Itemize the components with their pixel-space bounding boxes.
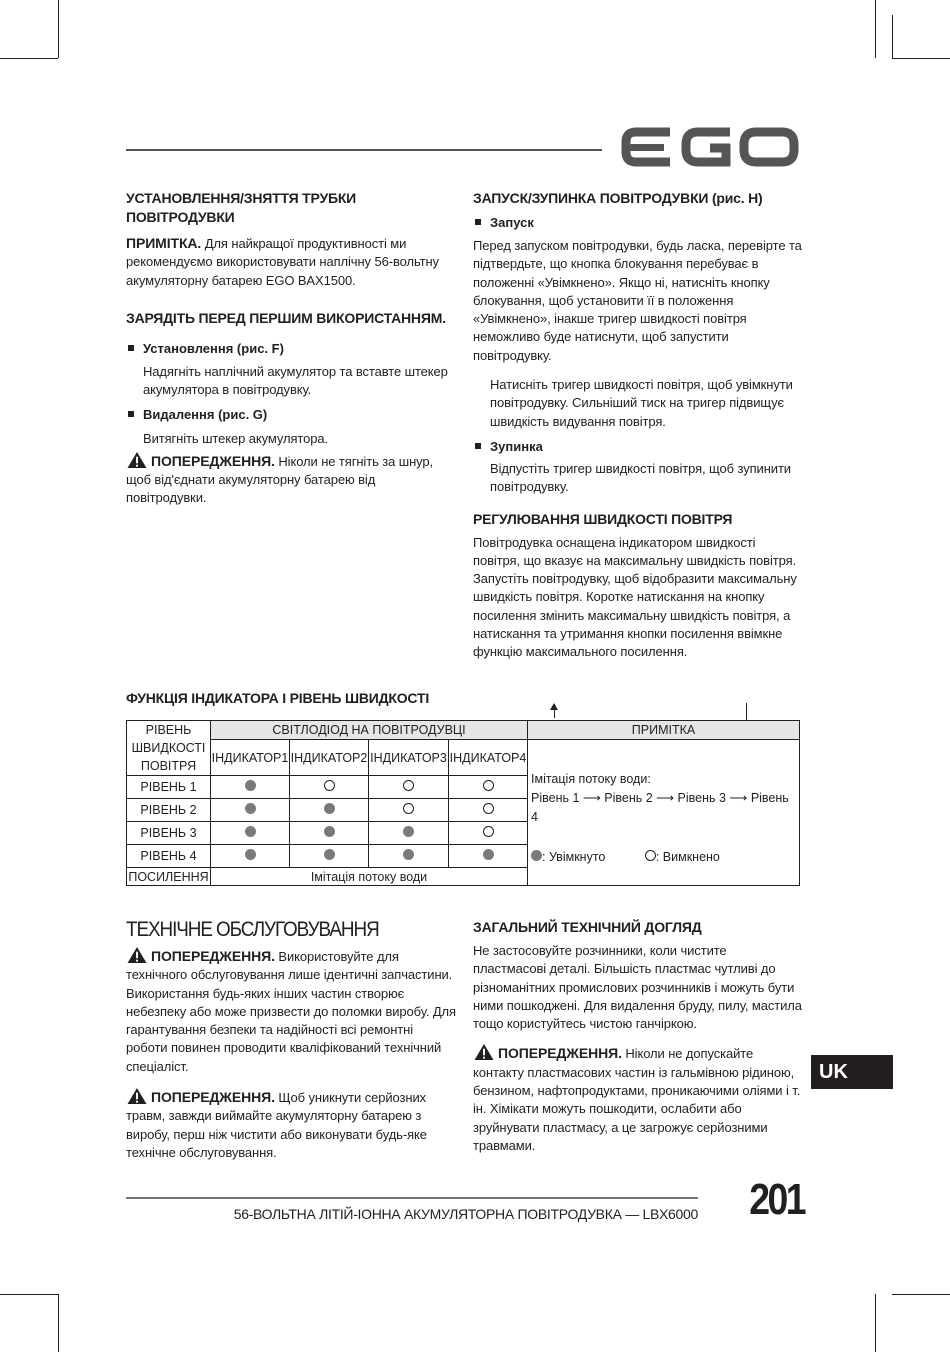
warning-text: Використовуйте для технічного обслуговування лише ідентичні запчастини. Використання будь-яких інших частин створює небезпеку або може призвести до поломки виробу. Для гарантування безпеки та надійності всі ремонтні роботи повинен проводити кваліфікований технічний спеціаліст. xyxy=(126,949,456,1074)
led-off-icon xyxy=(324,780,335,791)
warning-icon xyxy=(126,1087,148,1105)
note-cell xyxy=(528,740,800,886)
section-title: ЗАРЯДІТЬ ПЕРЕД ПЕРШИМ ВИКОРИСТАННЯМ. xyxy=(126,309,446,326)
header-rule xyxy=(126,149,602,151)
legend-on: : Увімкнуто xyxy=(542,850,606,864)
section-title: РЕГУЛЮВАННЯ ШВИДКОСТІ ПОВІТРЯ xyxy=(473,510,733,527)
warning-text: Щоб уникнути серйозних травм, завжди виймайте акумуляторну батарею з виробу, перш ніж чистити або виконувати будь-яке технічне обслуговування. xyxy=(126,1090,427,1160)
led-on-icon xyxy=(403,849,414,860)
warning-label: ПОПЕРЕДЖЕННЯ. xyxy=(498,1045,622,1062)
trigger-text: Натисніть тригер швидкості повітря, щоб увімкнути повітродувку. Сильніший тиск на тригер підвищує швидкість видування повітря. xyxy=(490,377,793,429)
section-title: ЗАПУСК/ЗУПИНКА ПОВІТРОДУВКИ (рис. H) xyxy=(473,190,763,206)
warning-icon xyxy=(126,451,148,469)
arrow-up-icon xyxy=(550,703,558,710)
crop-mark xyxy=(892,1294,950,1295)
section-title: ЗАГАЛЬНИЙ ТЕХНІЧНИЙ ДОГЛЯД xyxy=(473,919,702,935)
warning-paragraph xyxy=(126,946,456,1076)
bullet-stop: Зупинка xyxy=(473,437,803,456)
indicator-header: ІНДИКАТОР2 xyxy=(290,740,369,776)
crop-mark xyxy=(892,15,893,58)
warning-paragraph xyxy=(126,1087,456,1162)
indicator-header: ІНДИКАТОР1 xyxy=(211,740,290,776)
led-on-icon xyxy=(483,849,494,860)
level-label: РІВЕНЬ 2 xyxy=(127,799,211,822)
led-on-icon xyxy=(324,849,335,860)
warning-paragraph xyxy=(473,1043,803,1155)
note-line: Імітація потоку води: xyxy=(531,772,651,786)
led-on-icon xyxy=(245,780,256,791)
tick-mark xyxy=(746,703,747,720)
warning-text: Ніколи не тягніть за шнур, щоб від'єднати акумуляторну батарею від повітродувки. xyxy=(126,453,434,506)
bullet-remove: Видалення (рис. G) xyxy=(126,405,456,424)
led-on-icon xyxy=(403,826,414,837)
boost-label: ПОСИЛЕННЯ xyxy=(128,869,209,884)
remove-text: Витягніть штекер акумулятора. xyxy=(143,431,328,447)
led-on-icon xyxy=(531,850,542,861)
header-led: СВІТЛОДІОД НА ПОВІТРОДУВЦІ xyxy=(211,721,528,740)
footer-rule xyxy=(126,1197,698,1199)
crop-mark xyxy=(875,1294,876,1352)
led-off-icon xyxy=(483,780,494,791)
stop-text: Відпустіть тригер швидкості повітря, щоб зупинити повітродувку. xyxy=(490,460,791,495)
crop-mark xyxy=(58,0,59,58)
warning-icon xyxy=(126,946,148,964)
crop-mark xyxy=(0,58,58,59)
legend-off: : Вимкнено xyxy=(655,850,720,864)
table-title: ФУНКЦІЯ ІНДИКАТОРА І РІВЕНЬ ШВИДКОСТІ xyxy=(126,690,430,706)
warning-paragraph xyxy=(126,451,456,508)
legend xyxy=(531,848,799,867)
note-line: Рівень 1 ⟶ Рівень 2 ⟶ Рівень 3 ⟶ Рівень 4 xyxy=(531,791,789,824)
install-text: Надягніть наплічний акумулятор та вставте штекер акумулятора в повітродувку. xyxy=(143,363,448,398)
indicator-header: ІНДИКАТОР4 xyxy=(449,740,528,776)
led-off-icon xyxy=(403,803,414,814)
crop-mark xyxy=(892,58,950,59)
general-text: Не застосовуйте розчинники, коли чистите пластмасові деталі. Більшість пластмас чутливі до різноманітних промислових розчинників і можуть бути ними пошкоджені. Для видалення бруду, пилу, мастила тощо користуйтесь чистою ганчіркою. xyxy=(473,943,802,1032)
led-off-icon xyxy=(483,826,494,837)
led-off-icon xyxy=(483,803,494,814)
start-text: Перед запуском повітродувки, будь ласка, перевірте та підтвердьте, що кнопка блокування перебуває в положенні «Увімкнено». Якщо ні, натисніть кнопку блокування, щоб установити її в положення «Увімкнено», інакше тригер швидкості повітря неможливо буде натиснути, щоб запустити повітродувку. xyxy=(473,238,802,363)
warning-label: ПОПЕРЕДЖЕННЯ. xyxy=(151,1089,275,1106)
level-label: РІВЕНЬ 3 xyxy=(127,822,211,845)
led-on-icon xyxy=(245,849,256,860)
led-on-icon xyxy=(245,803,256,814)
level-label: РІВЕНЬ 1 xyxy=(127,776,211,799)
speed-text: Повітродувка оснащена індикатором швидкості повітря, що вказує на максимальну швидкість повітря. Запустіть повітродувку, щоб відобразити максимальну швидкість повітря. Коротке натискання на кнопку посилення змінить максимальну швидкість повітря, а натискання та утримання кнопки посилення ввімкне функцію максимального посилення. xyxy=(473,534,797,660)
page-number: 201 xyxy=(749,1175,805,1224)
boost-text: Імітація потоку води xyxy=(211,868,528,886)
footer-text: 56-ВОЛЬТНА ЛІТІЙ-ІОННА АКУМУЛЯТОРНА ПОВІТРОДУВКА — LBX6000 xyxy=(233,1206,698,1222)
led-on-icon xyxy=(324,803,335,814)
header-level: РІВЕНЬ ШВИДКОСТІ ПОВІТРЯ xyxy=(127,721,211,776)
warning-text: Ніколи не допускайте контакту пластмасових частин із гальмівною рідиною, бензином, нафтопродуктами, проникаючими оліями і т. ін. Хімікати можуть пошкодити, ослабити або зруйнувати пластмасу, а це загрожує серйозними травмами. xyxy=(473,1046,801,1153)
warning-label: ПОПЕРЕДЖЕННЯ. xyxy=(151,948,275,964)
led-on-icon xyxy=(245,826,256,837)
warning-label: ПОПЕРЕДЖЕННЯ. xyxy=(151,452,275,469)
crop-mark xyxy=(875,0,876,58)
section-title: УСТАНОВЛЕННЯ/ЗНЯТТЯ ТРУБКИ xyxy=(126,190,357,206)
bullet-install: Установлення (рис. F) xyxy=(126,339,456,358)
note-paragraph xyxy=(126,234,456,290)
maintenance-title: ТЕХНІЧНЕ ОБСЛУГОВУВАННЯ xyxy=(126,918,379,941)
indicator-table xyxy=(126,720,800,886)
note-label: ПРИМІТКА. xyxy=(126,235,202,251)
led-off-icon xyxy=(403,780,414,791)
language-tab: UK xyxy=(811,1055,893,1089)
bullet-start: Запуск xyxy=(473,213,803,232)
ego-logo xyxy=(618,124,800,175)
crop-mark xyxy=(58,1294,59,1352)
led-on-icon xyxy=(324,826,335,837)
header-note: ПРИМІТКА xyxy=(528,721,800,740)
note-text: Для найкращої продуктивності ми рекомендуємо використовувати наплічну 56-вольтну акумуляторну батарею EGO BAX1500. xyxy=(126,236,439,288)
warning-icon xyxy=(473,1043,495,1061)
section-title: ПОВІТРОДУВКИ xyxy=(126,209,235,225)
crop-mark xyxy=(0,1294,58,1295)
indicator-header: ІНДИКАТОР3 xyxy=(369,740,449,776)
level-label: РІВЕНЬ 4 xyxy=(127,845,211,868)
led-off-icon xyxy=(645,850,656,861)
